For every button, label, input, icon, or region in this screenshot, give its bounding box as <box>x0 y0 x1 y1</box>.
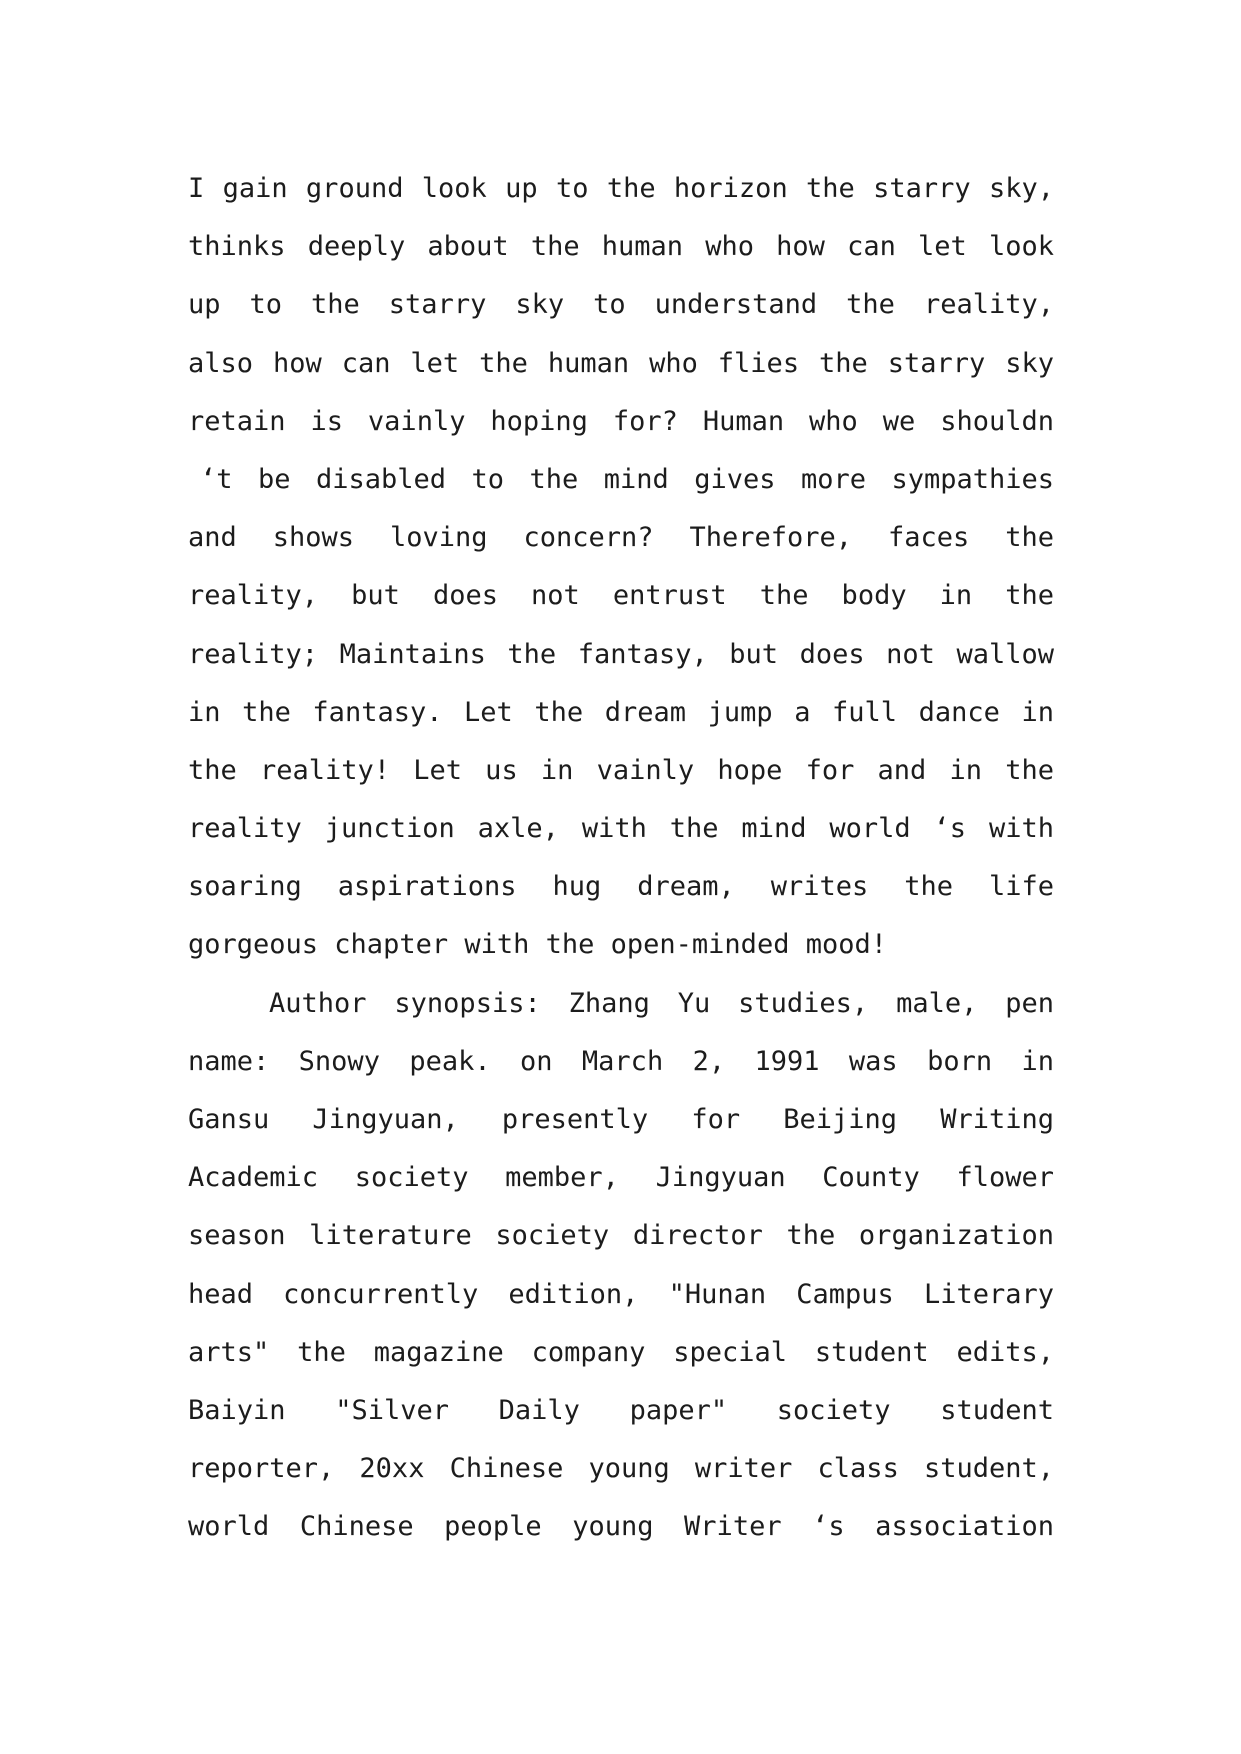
text-line: reality; Maintains the fantasy, but does not wallow <box>188 638 1054 670</box>
text-line: up to the starry sky to understand the reality, <box>188 289 1054 321</box>
text-line: and shows loving concern? Therefore, faces the <box>188 522 1054 554</box>
text-line: gorgeous chapter with the open-minded mood! <box>188 929 887 961</box>
text-line: thinks deeply about the human who how can let look <box>188 231 1054 263</box>
text-line: retain is vainly hoping for? Human who we shouldn <box>188 405 1054 437</box>
text-line: head concurrently edition, "Hunan Campus Literary <box>188 1278 1054 1310</box>
paragraph-2 <box>188 975 1054 1557</box>
text-line: name: Snowy peak. on March 2, 1991 was born in <box>188 1045 1054 1077</box>
text-line: reality, but does not entrust the body in the <box>188 580 1054 612</box>
text-line: arts" the magazine company special student edits, <box>188 1336 1054 1368</box>
text-line: in the fantasy. Let the dream jump a full dance in <box>188 696 1054 728</box>
text-line: Gansu Jingyuan, presently for Beijing Writing <box>188 1104 1054 1135</box>
text-line: Author synopsis: Zhang Yu studies, male, pen <box>269 987 1054 1019</box>
text-line: Baiyin "Silver Daily paper" society student <box>188 1394 1054 1426</box>
text-line: season literature society director the organization <box>188 1220 1054 1252</box>
paragraph-1 <box>188 160 1054 975</box>
text-line: I gain ground look up to the horizon the starry sky, <box>188 173 1054 204</box>
document-body <box>188 160 1054 1557</box>
text-line: world Chinese people young Writer ‘s association <box>188 1511 1054 1543</box>
text-line: ‘t be disabled to the mind gives more sympathies <box>200 463 1054 495</box>
text-line: reporter, 20xx Chinese young writer class student, <box>188 1453 1054 1485</box>
text-line: soaring aspirations hug dream, writes the life <box>188 871 1054 903</box>
text-line: reality junction axle, with the mind world ‘s with <box>188 813 1054 845</box>
text-line: Academic society member, Jingyuan County flower <box>188 1162 1054 1194</box>
text-line: the reality! Let us in vainly hope for and in the <box>188 754 1054 786</box>
text-line: also how can let the human who flies the starry sky <box>188 347 1054 379</box>
